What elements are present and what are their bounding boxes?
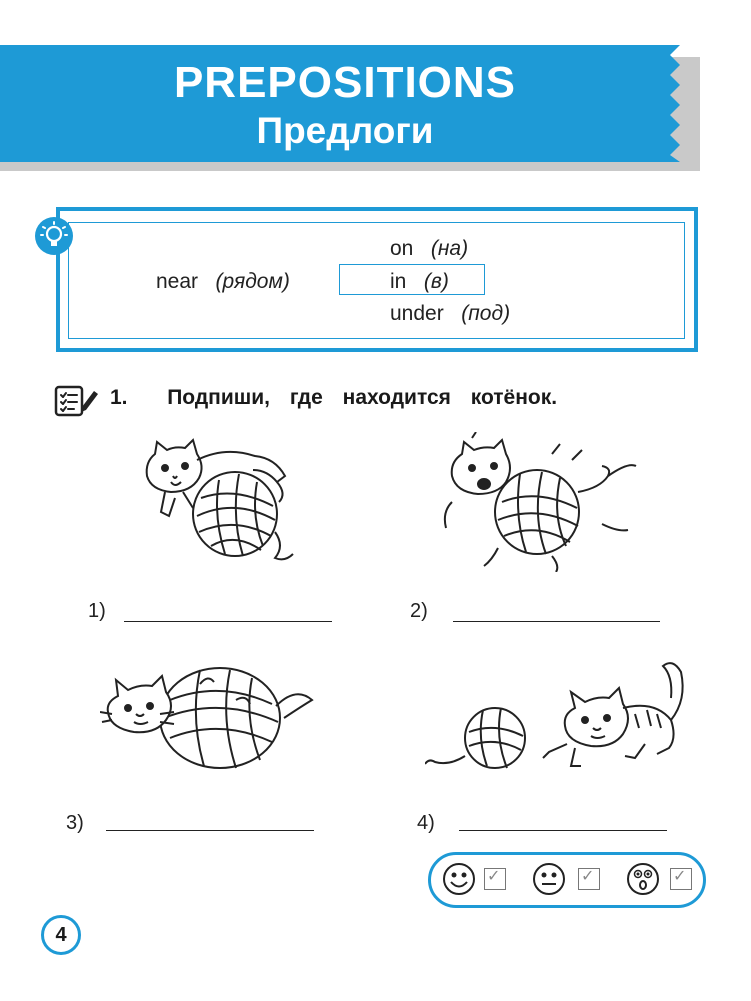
prep-on-word: on bbox=[390, 237, 414, 260]
prep-near-translation: (рядом) bbox=[215, 270, 290, 293]
answer-label-4: 4) bbox=[417, 812, 435, 834]
surprised-checkbox[interactable]: ✓ bbox=[670, 868, 692, 890]
prep-on-translation: (на) bbox=[430, 237, 469, 260]
answer-line-1[interactable] bbox=[124, 621, 332, 622]
task-text: Подпиши, где находится котёнок. bbox=[167, 386, 558, 409]
lightbulb-icon bbox=[35, 217, 73, 255]
happy-face-icon bbox=[442, 862, 476, 896]
page-number: 4 bbox=[41, 915, 81, 955]
neutral-face-icon bbox=[532, 862, 566, 896]
kitten-in-yarn-picture bbox=[432, 432, 642, 572]
prep-under bbox=[390, 302, 510, 326]
happy-checkbox[interactable]: ✓ bbox=[484, 868, 506, 890]
kitten-under-yarn-picture bbox=[100, 660, 315, 775]
answer-label-3: 3) bbox=[66, 812, 84, 834]
prep-near bbox=[156, 270, 290, 294]
page-title: PREPOSITIONS bbox=[173, 58, 517, 107]
answer-line-4[interactable] bbox=[459, 830, 667, 831]
prep-in-word: in bbox=[390, 270, 407, 293]
prep-near-word: near bbox=[156, 270, 199, 293]
task-number: 1. bbox=[110, 386, 128, 409]
prep-under-translation: (под) bbox=[461, 302, 511, 325]
prep-on bbox=[390, 237, 468, 261]
prep-in-translation: (в) bbox=[423, 270, 449, 293]
answer-label-1: 1) bbox=[88, 600, 106, 622]
notepad-pencil-icon bbox=[52, 383, 98, 417]
answer-line-3[interactable] bbox=[106, 830, 314, 831]
neutral-checkbox[interactable]: ✓ bbox=[578, 868, 600, 890]
task-instruction bbox=[110, 386, 557, 410]
surprised-face-icon bbox=[626, 862, 660, 896]
kitten-on-yarn-picture bbox=[135, 436, 300, 566]
prep-under-word: under bbox=[390, 302, 444, 325]
page-subtitle: Предлоги bbox=[256, 110, 434, 151]
kitten-near-yarn-picture bbox=[425, 648, 695, 773]
answer-line-2[interactable] bbox=[453, 621, 660, 622]
prep-in bbox=[390, 270, 449, 294]
answer-label-2: 2) bbox=[410, 600, 428, 622]
